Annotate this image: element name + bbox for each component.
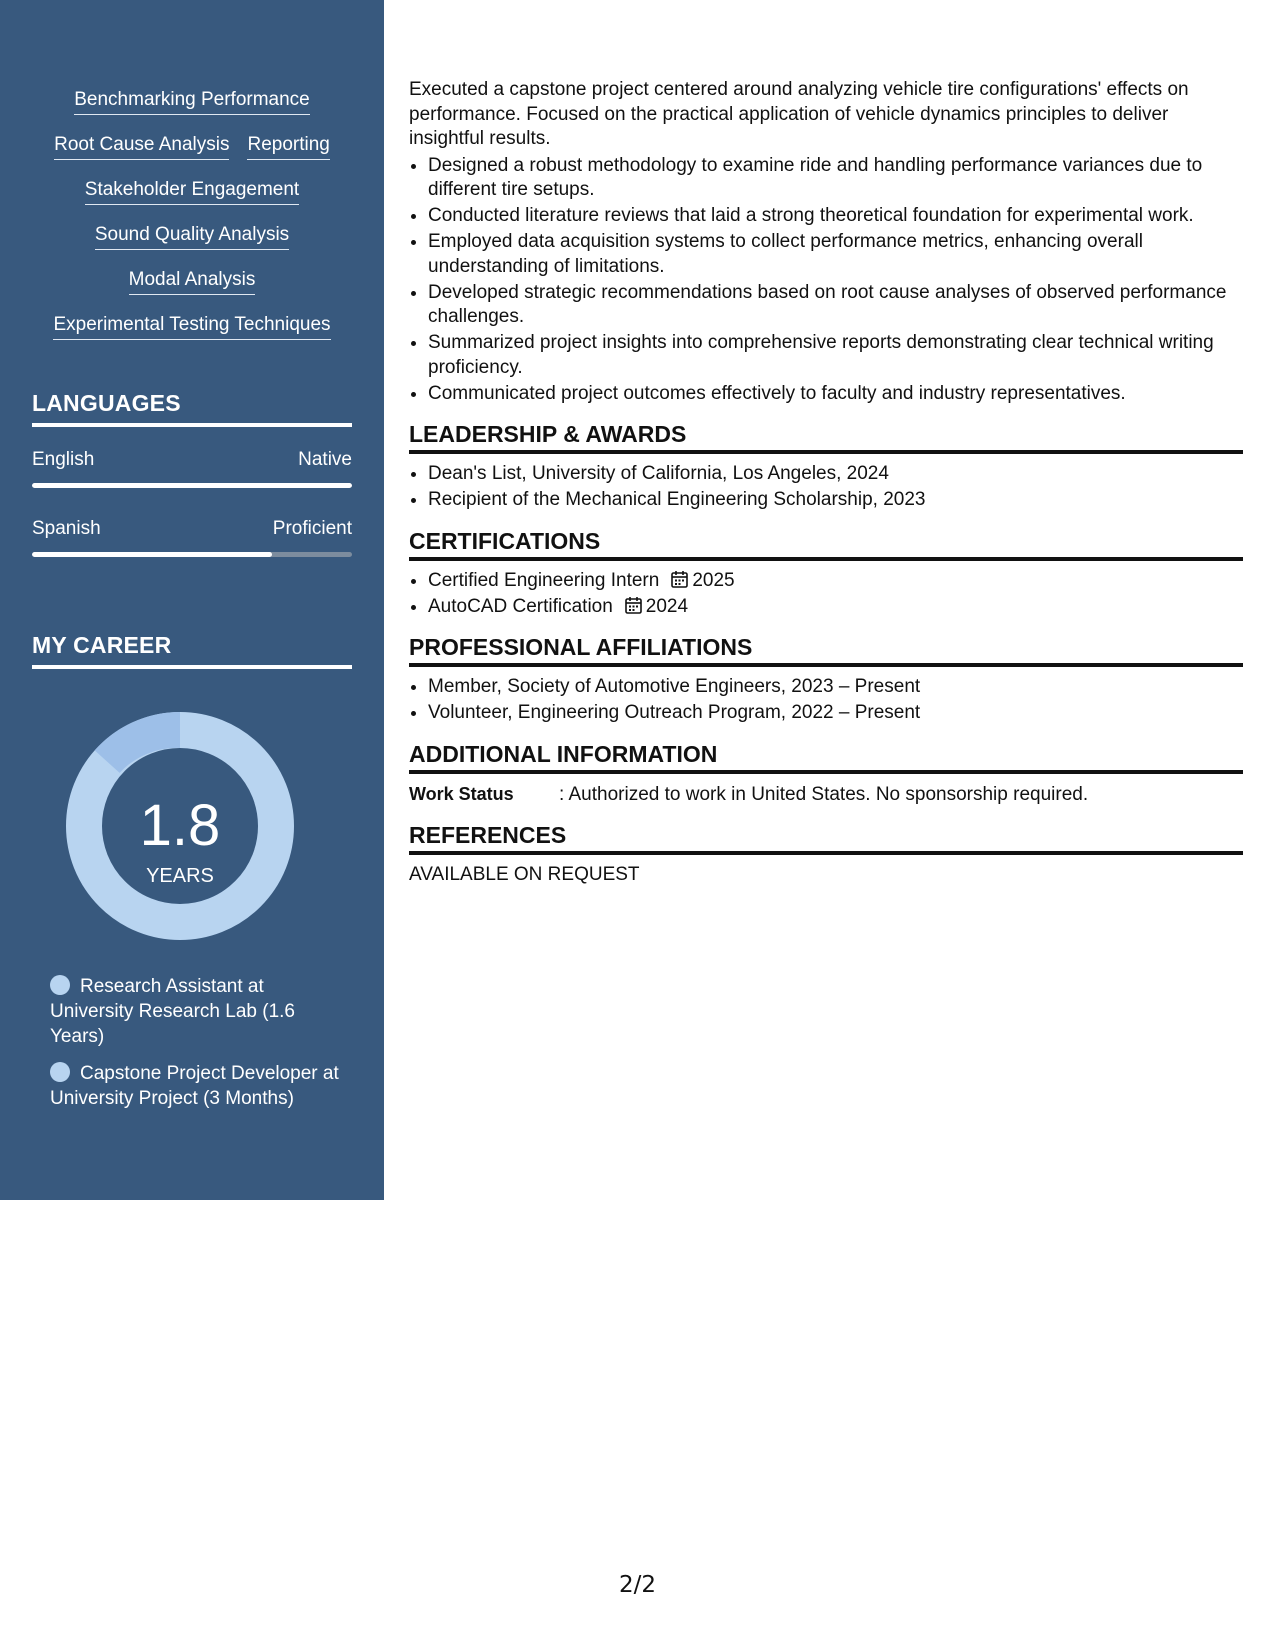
project-summary: Executed a capstone project centered around analyzing vehicle tire configurations' effects on performance. Focused on the practical application of vehicle dynamics principles to deliver insightful results. bbox=[409, 79, 1189, 149]
career-donut-chart bbox=[66, 712, 294, 940]
language-proficiency-bar bbox=[32, 483, 352, 488]
career-unit: YEARS bbox=[146, 865, 214, 887]
career-item-text: Research Assistant at University Research Lab (1.6 Years) bbox=[50, 976, 295, 1047]
language-proficiency-fill bbox=[32, 483, 352, 488]
project-bullets bbox=[409, 154, 1243, 407]
affiliations-list bbox=[409, 675, 1243, 726]
bullet-dot-icon bbox=[50, 975, 70, 995]
language-proficiency-fill bbox=[32, 552, 272, 557]
skill-item: Stakeholder Engagement bbox=[85, 178, 299, 205]
list-item: • Developed strategic recommendations based on root cause analyses of observed performance challenges. bbox=[428, 281, 1243, 330]
list-item: • Communicated project outcomes effectively to faculty and industry representatives. bbox=[428, 382, 1243, 407]
career-item bbox=[50, 974, 340, 1049]
skill-item: Sound Quality Analysis bbox=[95, 223, 289, 250]
language-name: English bbox=[32, 449, 95, 470]
skill-row bbox=[0, 268, 384, 313]
leadership-list bbox=[409, 462, 1243, 513]
work-status bbox=[409, 782, 1243, 808]
career-total: 1.8 bbox=[139, 793, 221, 858]
certification-year: 2025 bbox=[692, 569, 735, 591]
skill-item: Modal Analysis bbox=[129, 268, 256, 295]
skill-row bbox=[0, 178, 384, 223]
certification-item bbox=[428, 595, 1243, 620]
list-item: • Summarized project insights into comprehensive reports demonstrating clear technical writing proficiency. bbox=[428, 331, 1243, 380]
work-status-value: : Authorized to work in United States. No sponsorship required. bbox=[559, 783, 1089, 805]
list-item: • Member, Society of Automotive Engineers, 2023 – Present bbox=[428, 675, 1243, 700]
skill-row bbox=[0, 313, 384, 358]
certifications-heading: CERTIFICATIONS bbox=[409, 527, 1243, 561]
skill-item: Root Cause Analysis bbox=[54, 133, 229, 160]
language-english bbox=[32, 449, 352, 488]
skill-item: Benchmarking Performance bbox=[74, 88, 310, 115]
skills-list bbox=[0, 88, 384, 358]
career-list bbox=[50, 974, 340, 1123]
languages-heading: LANGUAGES bbox=[32, 390, 352, 427]
calendar-icon bbox=[671, 570, 688, 588]
certification-name: Certified Engineering Intern bbox=[428, 569, 660, 591]
main-content bbox=[409, 78, 1243, 888]
calendar-icon bbox=[625, 596, 642, 614]
list-item: • Volunteer, Engineering Outreach Program, 2022 – Present bbox=[428, 701, 1243, 726]
career-item bbox=[50, 1061, 340, 1111]
language-level: Native bbox=[298, 449, 352, 470]
career-heading: MY CAREER bbox=[32, 632, 352, 669]
work-status-label: Work Status bbox=[409, 783, 514, 804]
list-item: • Conducted literature reviews that laid a strong theoretical foundation for experimental work. bbox=[428, 204, 1243, 229]
certification-name: AutoCAD Certification bbox=[428, 595, 613, 617]
list-item: • Recipient of the Mechanical Engineering Scholarship, 2023 bbox=[428, 488, 1243, 513]
references-heading: REFERENCES bbox=[409, 821, 1243, 855]
affiliations-heading: PROFESSIONAL AFFILIATIONS bbox=[409, 633, 1243, 667]
list-item: • Employed data acquisition systems to collect performance metrics, enhancing overall understanding of limitations. bbox=[428, 230, 1243, 279]
language-level: Proficient bbox=[272, 518, 352, 539]
language-spanish bbox=[32, 518, 352, 557]
language-name: Spanish bbox=[32, 518, 101, 539]
career-item-text: Capstone Project Developer at University Project (3 Months) bbox=[50, 1063, 339, 1109]
language-proficiency-bar bbox=[32, 552, 352, 557]
skill-row bbox=[0, 88, 384, 133]
skill-row bbox=[0, 133, 384, 178]
certification-year: 2024 bbox=[645, 595, 689, 617]
certification-item bbox=[428, 569, 1243, 594]
skill-item: Experimental Testing Techniques bbox=[53, 313, 330, 340]
list-item: • Designed a robust methodology to examine ride and handling performance variances due to different tire setups. bbox=[428, 154, 1243, 203]
additional-info-heading: ADDITIONAL INFORMATION bbox=[409, 740, 1243, 774]
page-number: 2/2 bbox=[618, 1572, 656, 1598]
skill-item: Reporting bbox=[247, 133, 329, 160]
references-text: AVAILABLE ON REQUEST bbox=[409, 864, 640, 885]
list-item: • Dean's List, University of California, Los Angeles, 2024 bbox=[428, 462, 1243, 487]
leadership-heading: LEADERSHIP & AWARDS bbox=[409, 420, 1243, 454]
certifications-list bbox=[409, 569, 1243, 620]
skill-row bbox=[0, 223, 384, 268]
sidebar bbox=[0, 0, 384, 1200]
bullet-dot-icon bbox=[50, 1062, 70, 1082]
